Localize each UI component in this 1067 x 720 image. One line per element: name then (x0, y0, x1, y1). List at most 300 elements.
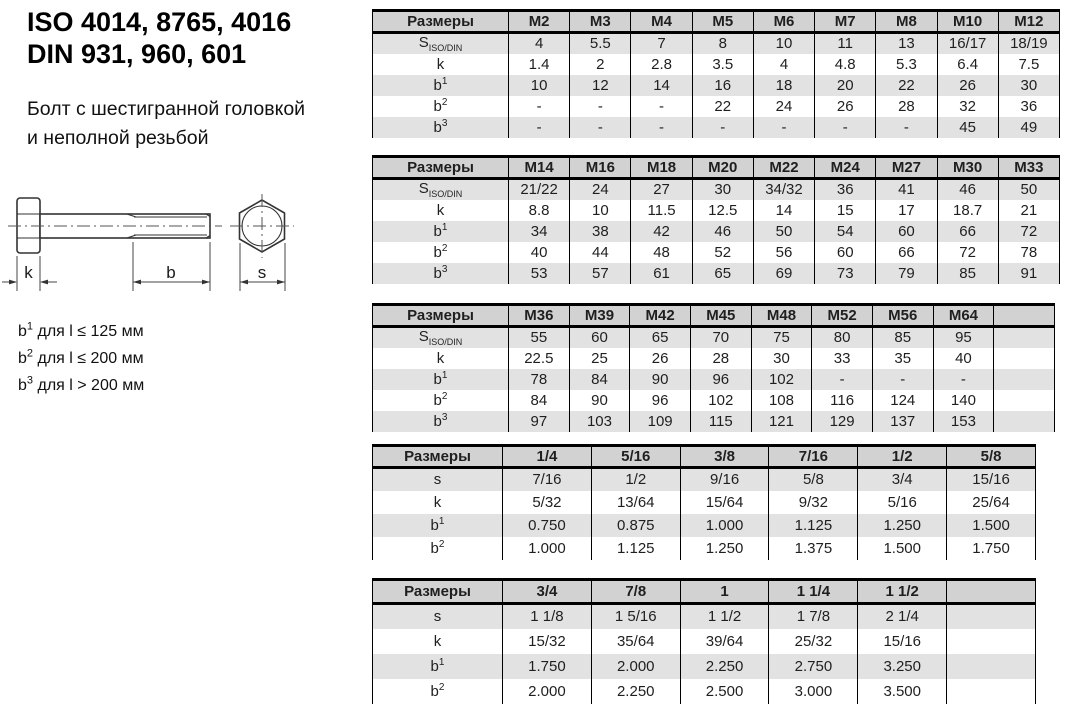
table-row (373, 96, 1060, 117)
table-header-row (373, 157, 1060, 179)
dim-table-metric-m14-m33 (372, 155, 1060, 284)
table-cell: - (753, 117, 814, 138)
column-header: Размеры (373, 305, 509, 327)
dim-table-metric-m2-m12 (372, 9, 1060, 138)
table-cell: 1.500 (858, 537, 947, 560)
table-cell-empty (947, 629, 1036, 654)
table-cell: 96 (630, 390, 691, 411)
table-cell: 80 (812, 327, 873, 348)
dim-label-k: k (24, 263, 33, 282)
column-header: 3/8 (680, 446, 769, 468)
table-cell: 1.250 (680, 537, 769, 560)
table-cell: 153 (933, 411, 994, 432)
table-cell: 75 (751, 327, 812, 348)
table-cell: 1.500 (947, 514, 1036, 537)
table-cell: 30 (692, 179, 753, 200)
row-label: $b^2$ (373, 390, 509, 411)
table-row (373, 679, 1036, 704)
table-cell: 33 (812, 348, 873, 369)
column-header: Размеры (373, 446, 503, 468)
table-cell: 2.500 (680, 679, 769, 704)
table-row (373, 604, 1036, 629)
table-cell: 2.250 (680, 654, 769, 679)
table-cell: 25 (569, 348, 630, 369)
table-cell: 0.875 (591, 514, 680, 537)
table-row (373, 263, 1060, 284)
table-cell: 8 (692, 33, 753, 54)
table-cell: 50 (998, 179, 1059, 200)
table-cell: 102 (751, 369, 812, 390)
table-header-row (373, 580, 1036, 604)
table-cell: 49 (998, 117, 1059, 138)
table-cell: 14 (753, 200, 814, 221)
table-row (373, 200, 1060, 221)
bolt-technical-drawing (0, 185, 350, 320)
table-cell: 7 (631, 33, 692, 54)
table-cell: - (876, 117, 937, 138)
column-header: 5/16 (591, 446, 680, 468)
row-label: s (373, 468, 503, 491)
row-label: $b^1$ (373, 654, 503, 679)
table-cell: 15/64 (680, 491, 769, 514)
row-label: $b^1$ (373, 369, 509, 390)
table-cell: 25/64 (947, 491, 1036, 514)
table-cell: 46 (692, 221, 753, 242)
table-cell: 60 (569, 327, 630, 348)
dim-table-imperial-3-4-to-1-1-2 (372, 578, 1036, 704)
table-row (373, 411, 1055, 432)
table-cell: 18.7 (937, 200, 998, 221)
column-header: M14 (509, 157, 570, 179)
table-cell: 10 (509, 75, 570, 96)
column-header: M56 (872, 305, 933, 327)
column-header: Размеры (373, 580, 503, 604)
table-cell: 11.5 (631, 200, 692, 221)
table-cell: 2.250 (591, 679, 680, 704)
table-cell: 46 (937, 179, 998, 200)
column-header: 5/8 (947, 446, 1036, 468)
table-cell: 2.000 (503, 679, 592, 704)
table-row (373, 654, 1036, 679)
title-din-line: DIN 931, 960, 601 (27, 39, 247, 69)
table-cell: 44 (570, 242, 631, 263)
table-cell: 90 (630, 369, 691, 390)
table-cell: 109 (630, 411, 691, 432)
table-cell: 18/19 (998, 33, 1059, 54)
table-cell: 1 7/8 (769, 604, 858, 629)
table-row (373, 468, 1036, 491)
column-header: M48 (751, 305, 812, 327)
table-cell: 21/22 (509, 179, 570, 200)
table-cell: 5/32 (503, 491, 592, 514)
table-cell: 22 (876, 75, 937, 96)
table-cell: 55 (509, 327, 570, 348)
table-row (373, 33, 1060, 54)
table-cell: 4 (753, 54, 814, 75)
table-cell: 0.750 (503, 514, 592, 537)
table-cell: 84 (569, 369, 630, 390)
row-label: $b^1$ (373, 75, 509, 96)
footnotes (18, 318, 144, 399)
table-cell: 40 (509, 242, 570, 263)
table-cell: 34/32 (753, 179, 814, 200)
table-cell: 79 (876, 263, 937, 284)
column-header: 1 1/4 (769, 580, 858, 604)
table-cell: 7.5 (998, 54, 1059, 75)
table-cell: 56 (753, 242, 814, 263)
table-cell: 1 1/8 (503, 604, 592, 629)
table-header-row (373, 305, 1055, 327)
table-cell: 15/16 (947, 468, 1036, 491)
table-cell: - (570, 96, 631, 117)
column-header: M10 (937, 11, 998, 33)
row-label: $b^3$ (373, 117, 509, 138)
row-label: $S_{ISO/DIN}$ (373, 327, 509, 348)
dim-table-metric-m36-m64 (372, 303, 1055, 432)
table-cell: 12 (570, 75, 631, 96)
table-cell: - (815, 117, 876, 138)
table-cell: 1.000 (503, 537, 592, 560)
column-header: M64 (933, 305, 994, 327)
dimension-b (133, 242, 210, 291)
footnote-line: $b^3$ для l > 200 мм (18, 374, 145, 394)
table-cell: 5.3 (876, 54, 937, 75)
table-row (373, 537, 1036, 560)
column-header: M36 (509, 305, 570, 327)
column-header: M16 (570, 157, 631, 179)
table-cell: 1.4 (509, 54, 570, 75)
column-header: M20 (692, 157, 753, 179)
table-cell: - (631, 96, 692, 117)
table-cell: 48 (631, 242, 692, 263)
table-cell: - (570, 117, 631, 138)
row-label: $S_{ISO/DIN}$ (373, 179, 509, 200)
table-cell: 2 (570, 54, 631, 75)
column-header: M18 (631, 157, 692, 179)
table-cell: 61 (631, 263, 692, 284)
table-cell: 13/64 (591, 491, 680, 514)
table-cell: 26 (630, 348, 691, 369)
column-header: M2 (509, 11, 570, 33)
table-cell: 124 (872, 390, 933, 411)
table-cell: 21 (998, 200, 1059, 221)
table-cell: 1 1/2 (680, 604, 769, 629)
table-row (373, 242, 1060, 263)
table-cell: 36 (998, 96, 1059, 117)
table-cell: 60 (876, 221, 937, 242)
table-cell: 9/32 (769, 491, 858, 514)
table-cell: 35 (872, 348, 933, 369)
row-label: k (373, 348, 509, 369)
table-cell: 9/16 (680, 468, 769, 491)
table-cell: 2.8 (631, 54, 692, 75)
table-row (373, 390, 1055, 411)
table-cell: 1.375 (769, 537, 858, 560)
table-cell: 70 (690, 327, 751, 348)
table-cell: 41 (876, 179, 937, 200)
table-cell: 129 (812, 411, 873, 432)
table-cell: 15/32 (503, 629, 592, 654)
table-cell: 17 (876, 200, 937, 221)
table-cell: 14 (631, 75, 692, 96)
column-header: M33 (998, 157, 1059, 179)
table-cell: 60 (815, 242, 876, 263)
column-header: M27 (876, 157, 937, 179)
column-header: Размеры (373, 157, 509, 179)
table-cell: 4.8 (815, 54, 876, 75)
row-label: k (373, 200, 509, 221)
table-cell: 8.8 (509, 200, 570, 221)
table-cell: 38 (570, 221, 631, 242)
table-cell: 90 (569, 390, 630, 411)
table-cell: 91 (998, 263, 1059, 284)
table-cell: 54 (815, 221, 876, 242)
table-cell: 5/16 (858, 491, 947, 514)
table-cell-empty (994, 411, 1055, 432)
row-label: $b^2$ (373, 242, 509, 263)
table-cell: 3.5 (692, 54, 753, 75)
dim-table-imperial-quarter-to-5-8 (372, 444, 1036, 560)
column-header: M30 (937, 157, 998, 179)
table-cell: 1.750 (947, 537, 1036, 560)
table-cell: 39/64 (680, 629, 769, 654)
table-row (373, 221, 1060, 242)
row-label: $b^1$ (373, 221, 509, 242)
table-cell-empty (994, 390, 1055, 411)
column-header: 7/16 (769, 446, 858, 468)
table-cell: 1.250 (858, 514, 947, 537)
table-cell: 6.4 (937, 54, 998, 75)
column-header: M4 (631, 11, 692, 33)
table-cell: 50 (753, 221, 814, 242)
dim-label-s: s (257, 263, 267, 282)
table-cell: - (933, 369, 994, 390)
table-cell: 36 (815, 179, 876, 200)
table-cell: 66 (876, 242, 937, 263)
column-header: 7/8 (591, 580, 680, 604)
table-row (373, 491, 1036, 514)
row-label: $b^1$ (373, 514, 503, 537)
column-header: M6 (753, 11, 814, 33)
table-cell: 103 (569, 411, 630, 432)
table-cell: 85 (937, 263, 998, 284)
row-label: $b^2$ (373, 537, 503, 560)
column-header: Размеры (373, 11, 509, 33)
column-header: 3/4 (503, 580, 592, 604)
table-cell: 84 (509, 390, 570, 411)
table-cell-empty (994, 327, 1055, 348)
footnote-line: $b^2$ для l ≤ 200 мм (18, 347, 144, 367)
table-cell: 1.750 (503, 654, 592, 679)
table-cell: 72 (998, 221, 1059, 242)
table-cell: 26 (815, 96, 876, 117)
table-cell: 53 (509, 263, 570, 284)
column-header: M42 (630, 305, 691, 327)
table-cell: 45 (937, 117, 998, 138)
table-cell: 65 (630, 327, 691, 348)
column-header: 1/2 (858, 446, 947, 468)
table-cell: 35/64 (591, 629, 680, 654)
table-cell: - (631, 117, 692, 138)
table-cell: 2.750 (769, 654, 858, 679)
row-label: $b^3$ (373, 263, 509, 284)
table-cell: 24 (570, 179, 631, 200)
table-cell: - (872, 369, 933, 390)
column-header: 1/4 (503, 446, 592, 468)
column-header: M7 (815, 11, 876, 33)
table-cell: 66 (937, 221, 998, 242)
table-cell: 15 (815, 200, 876, 221)
table-cell: 65 (692, 263, 753, 284)
table-cell: 22 (692, 96, 753, 117)
subtitle-line-1: Болт с шестигранной головкой (27, 98, 306, 120)
table-cell: 57 (570, 263, 631, 284)
table-cell: 40 (933, 348, 994, 369)
table-row (373, 348, 1055, 369)
column-header-empty (947, 580, 1036, 604)
table-cell: 3.000 (769, 679, 858, 704)
table-cell: 1/2 (591, 468, 680, 491)
column-header: M5 (692, 11, 753, 33)
table-cell: 24 (753, 96, 814, 117)
table-cell: 12.5 (692, 200, 753, 221)
table-cell-empty (994, 348, 1055, 369)
table-cell: 10 (753, 33, 814, 54)
table-cell: 3.500 (858, 679, 947, 704)
column-header: M8 (876, 11, 937, 33)
subtitle-line-2: и неполной резьбой (27, 127, 209, 149)
table-cell: 137 (872, 411, 933, 432)
table-cell: 3.250 (858, 654, 947, 679)
column-header: M24 (815, 157, 876, 179)
table-cell: 5/8 (769, 468, 858, 491)
table-row (373, 117, 1060, 138)
column-header: 1 1/2 (858, 580, 947, 604)
table-cell: - (509, 96, 570, 117)
table-cell-empty (947, 679, 1036, 704)
table-header-row (373, 11, 1060, 33)
table-cell: 78 (998, 242, 1059, 263)
table-cell: 16 (692, 75, 753, 96)
table-row (373, 327, 1055, 348)
table-cell: 1 5/16 (591, 604, 680, 629)
table-cell: 22.5 (509, 348, 570, 369)
table-cell: 115 (690, 411, 751, 432)
table-row (373, 75, 1060, 96)
table-cell: 32 (937, 96, 998, 117)
table-cell: 85 (872, 327, 933, 348)
row-label: k (373, 629, 503, 654)
table-cell: 7/16 (503, 468, 592, 491)
table-cell: 96 (690, 369, 751, 390)
table-cell: 27 (631, 179, 692, 200)
column-header: M3 (570, 11, 631, 33)
table-cell: 28 (876, 96, 937, 117)
table-cell: 28 (690, 348, 751, 369)
column-header-empty (994, 305, 1055, 327)
table-cell: 25/32 (769, 629, 858, 654)
table-cell: 108 (751, 390, 812, 411)
page-subtitle (27, 95, 305, 153)
table-cell: 3/4 (858, 468, 947, 491)
dimension-k (2, 256, 57, 291)
table-cell: 26 (937, 75, 998, 96)
column-header: M12 (998, 11, 1059, 33)
row-label: $b^3$ (373, 411, 509, 432)
table-cell: 20 (815, 75, 876, 96)
table-cell: 1.125 (769, 514, 858, 537)
table-row (373, 629, 1036, 654)
table-row (373, 369, 1055, 390)
table-row (373, 179, 1060, 200)
page-title (27, 6, 291, 70)
table-cell: 2.000 (591, 654, 680, 679)
column-header: M45 (690, 305, 751, 327)
column-header: M39 (569, 305, 630, 327)
row-label: k (373, 54, 509, 75)
title-iso-line: ISO 4014, 8765, 4016 (27, 7, 292, 37)
table-cell: - (812, 369, 873, 390)
row-label: s (373, 604, 503, 629)
table-cell: 10 (570, 200, 631, 221)
table-cell: 2 1/4 (858, 604, 947, 629)
table-cell: 11 (815, 33, 876, 54)
table-cell: 69 (753, 263, 814, 284)
table-cell: 18 (753, 75, 814, 96)
table-cell: 15/16 (858, 629, 947, 654)
row-label: $S_{ISO/DIN}$ (373, 33, 509, 54)
column-header: M22 (753, 157, 814, 179)
column-header: M52 (812, 305, 873, 327)
footnote-line: $b^1$ для l ≤ 125 мм (18, 320, 144, 340)
column-header: 1 (680, 580, 769, 604)
table-cell: 95 (933, 327, 994, 348)
table-cell: 97 (509, 411, 570, 432)
table-cell: 73 (815, 263, 876, 284)
row-label: $b^2$ (373, 96, 509, 117)
table-row (373, 54, 1060, 75)
table-cell: 16/17 (937, 33, 998, 54)
table-cell: 30 (751, 348, 812, 369)
table-cell: 78 (509, 369, 570, 390)
bolt-side-view (8, 198, 222, 253)
table-row (373, 514, 1036, 537)
table-cell: 34 (509, 221, 570, 242)
table-cell-empty (947, 654, 1036, 679)
table-header-row (373, 446, 1036, 468)
table-cell: - (509, 117, 570, 138)
row-label: $b^2$ (373, 679, 503, 704)
table-cell: - (692, 117, 753, 138)
table-cell: 13 (876, 33, 937, 54)
table-cell: 72 (937, 242, 998, 263)
row-label: k (373, 491, 503, 514)
table-cell: 116 (812, 390, 873, 411)
table-cell: 102 (690, 390, 751, 411)
table-cell: 1.125 (591, 537, 680, 560)
table-cell: 121 (751, 411, 812, 432)
table-cell: 52 (692, 242, 753, 263)
table-cell: 140 (933, 390, 994, 411)
dim-label-b: b (166, 263, 176, 282)
table-cell: 5.5 (570, 33, 631, 54)
table-cell-empty (947, 604, 1036, 629)
table-cell: 42 (631, 221, 692, 242)
table-cell: 1.000 (680, 514, 769, 537)
table-cell-empty (994, 369, 1055, 390)
table-cell: 30 (998, 75, 1059, 96)
table-cell: 4 (509, 33, 570, 54)
